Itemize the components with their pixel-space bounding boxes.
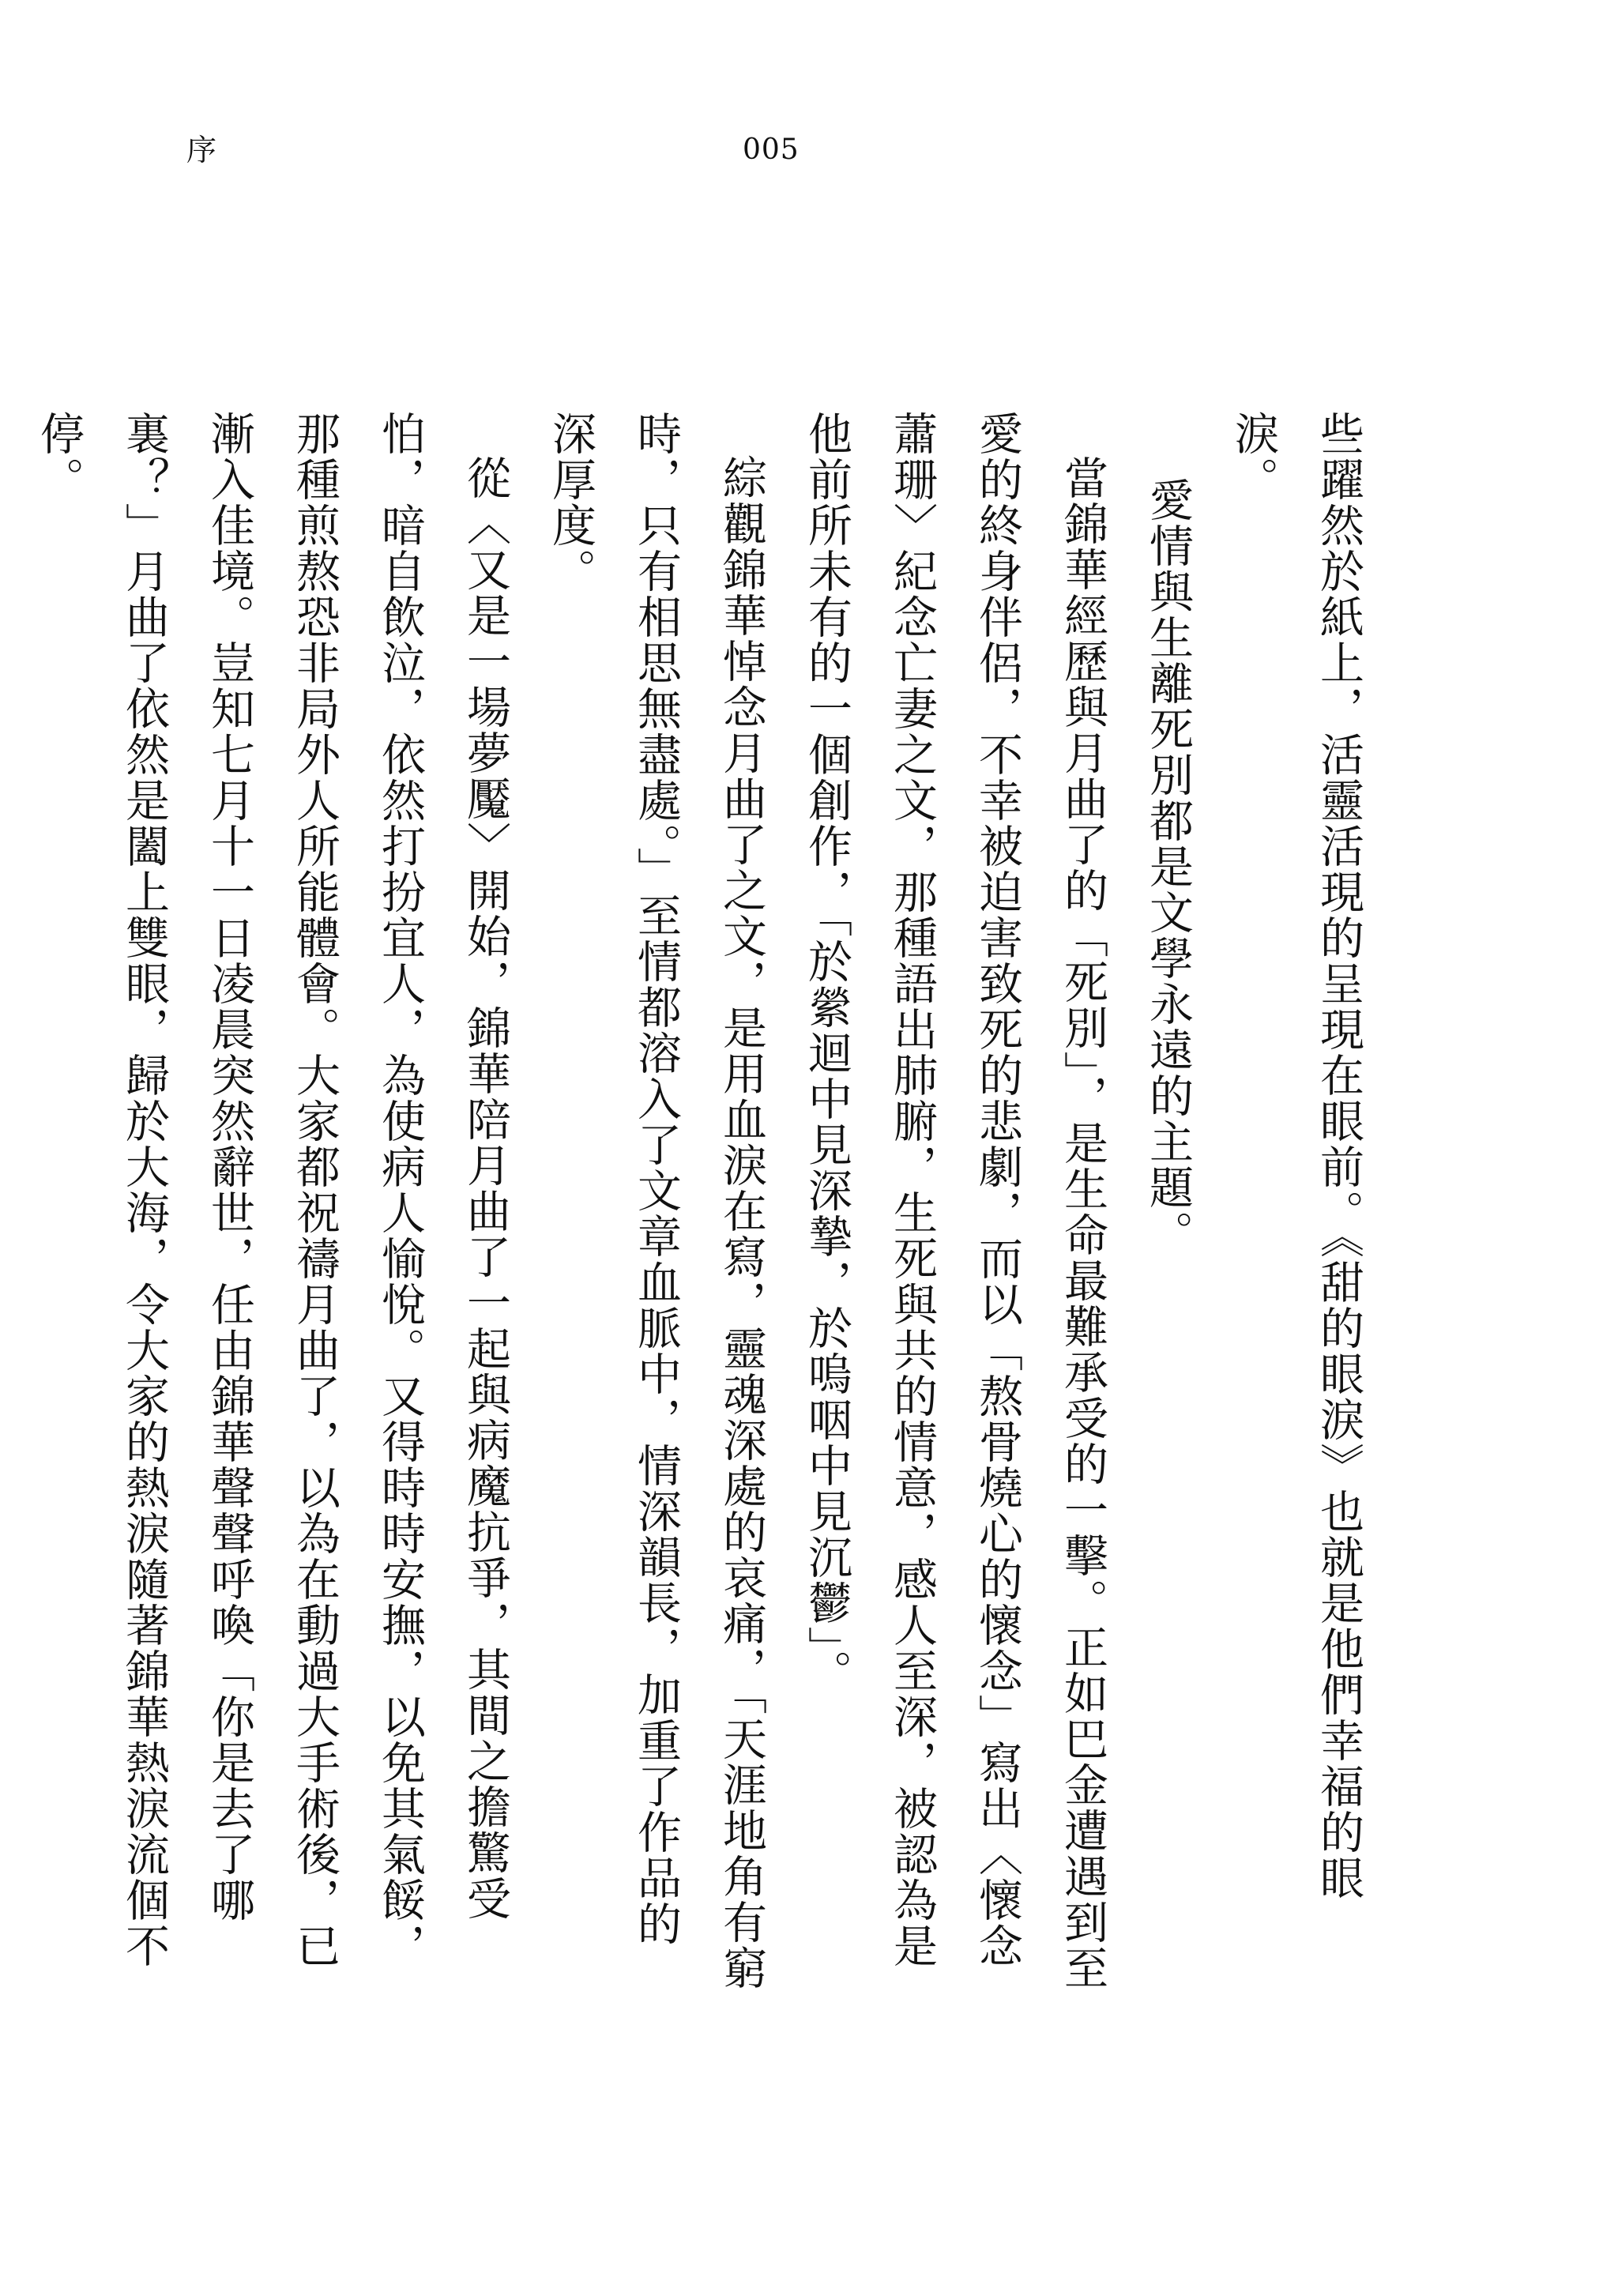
body-text	[33, 411, 1381, 1991]
paragraph: 從〈又是一場夢魘〉開始，錦華陪月曲了一起與病魔抗爭，其間之擔驚受怕，暗自飲泣，依然打扮宜人，為使病人愉悅。又得時時安撫，以免其氣餒，那種煎熬恐非局外人所能體會。大家都祝禱月曲了，以為在動過大手術後，已漸入佳境。豈知七月十一日凌晨突然辭世，任由錦華聲聲呼喚「你是去了哪裏？」月曲了依然是闔上雙眼，歸於大海，令大家的熱淚隨著錦華熱淚流個不停。	[33, 411, 511, 1969]
page-number: 005	[743, 134, 800, 166]
running-head: 序	[186, 133, 217, 167]
paragraph: 愛情與生離死別都是文學永遠的主題。	[1142, 477, 1194, 1256]
paragraph	[0, 411, 16, 1991]
paragraph-continuation: 些躍然於紙上，活靈活現的呈現在眼前。《甜的眼淚》也就是他們幸福的眼淚。	[1228, 411, 1364, 1901]
page-header	[0, 126, 1618, 174]
paragraph: 綜觀錦華悼念月曲了之文，是用血淚在寫，靈魂深處的哀痛，「天涯地角有窮時，只有相思無盡處。」至情都溶入了文章血脈中，情深韻長，加重了作品的深厚度。	[545, 411, 767, 1991]
paragraph: 當錦華經歷與月曲了的「死別」，是生命最難承受的一擊。正如巴金遭遇到至愛的終身伴侶，不幸被迫害致死的悲劇，而以「熬骨燒心的懷念」寫出〈懷念蕭珊〉紀念亡妻之文，那種語出肺腑，生死與共的情意，感人至深，被認為是他前所未有的一個創作，「於縈迴中見深摯，於嗚咽中見沉鬱」。	[801, 411, 1108, 1991]
